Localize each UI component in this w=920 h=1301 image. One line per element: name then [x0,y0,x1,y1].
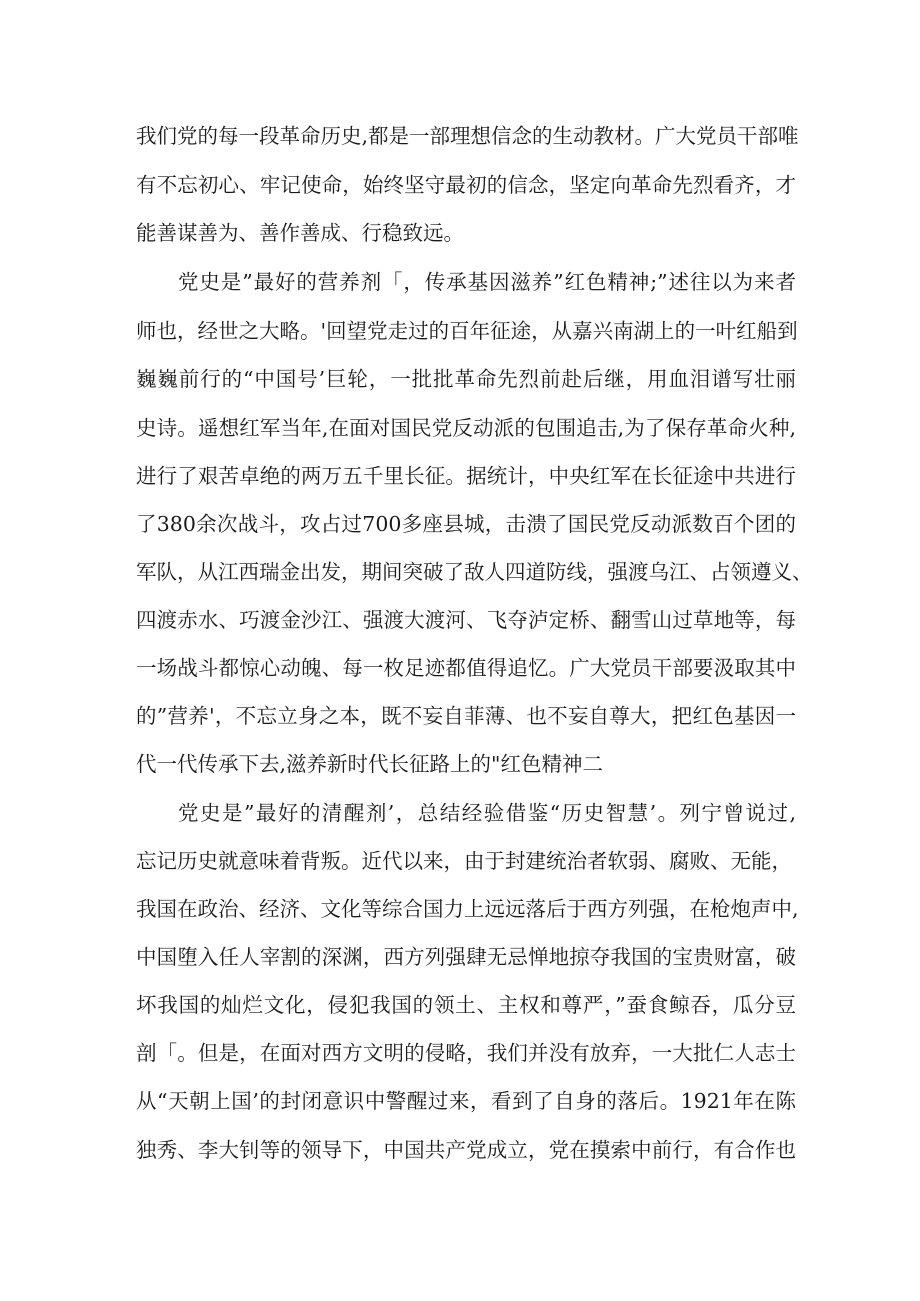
text-line: 能善谋善为、善作善成、行稳致远。 [136,221,464,245]
text-line: 军队，从江西瑞金出发，期间突破了敌人四道防线，强渡乌江、占领遵义、 [136,560,813,584]
text-line: 党史是”最好的营养剂「，传承基因滋养”红色精神;”述往以为来者 [178,270,796,294]
text-line: 剖「。但是，在面对西方文明的侵略，我们并没有放弃，一大批仁人志士 [136,1041,796,1065]
text-line: 党史是”最好的清醒剂’，总结经验借鉴“历史智慧’。列宁曾说过, [178,801,796,825]
text-line: 我们党的每一段革命历史,都是一部理想信念的生动教材。广大党员干部唯 [136,124,799,148]
text-line: 中国堕入任人宰割的深渊，西方列强肆无忌惮地掠夺我国的宝贵财富，破 [136,945,796,969]
text-line: 四渡赤水、巧渡金沙江、强渡大渡河、飞夺泸定桥、翻雪山过草地等，每 [136,608,796,632]
text-line: 忘记历史就意味着背叛。近代以来，由于封建统治者软弱、腐败、无能， [136,849,792,873]
text-line: 的”营养'，不忘立身之本，既不妄自菲薄、也不妄自尊大，把红色基因一 [136,704,796,728]
text-line: 独秀、李大钊等的领导下，中国共产党成立，党在摸索中前行，有合作也 [136,1138,796,1162]
text-line: 有不忘初心、牢记使命，始终坚守最初的信念，坚定向革命先烈看齐，才 [136,173,796,197]
text-line: 巍巍前行的“中国号’巨轮，一批批革命先烈前赴后继，用血泪谱写壮丽 [136,367,796,391]
text-line: 代一代传承下去,滋养新时代长征路上的"红色精神二 [136,752,603,776]
text-line: 进行了艰苦卓绝的两万五千里长征。据统计，中央红军在长征途中共进行 [136,464,796,488]
text-line: 从“天朝上国’的封闭意识中警醒过来，看到了自身的落后。1921年在陈 [136,1089,796,1113]
text-line: 了380余次战斗，攻占过700多座县城，击溃了国民党反动派数百个团的 [136,512,796,536]
text-line: 我国在政治、经济、文化等综合国力上远远落后于西方列强，在枪炮声中, [136,897,799,921]
text-line: 史诗。遥想红军当年,在面对国民党反动派的包围追击,为了保存革命火种, [136,416,796,440]
text-line: 坏我国的灿烂文化，侵犯我国的领土、主权和尊严，”蚕食鲸吞，瓜分豆 [136,993,796,1017]
text-line: 师也，经世之大略。'回望党走过的百年征途，从嘉兴南湖上的一叶红船到 [136,319,798,343]
text-line: 一场战斗都惊心动魄、每一枚足迹都值得追忆。广大党员干部要汲取其中 [136,656,796,680]
